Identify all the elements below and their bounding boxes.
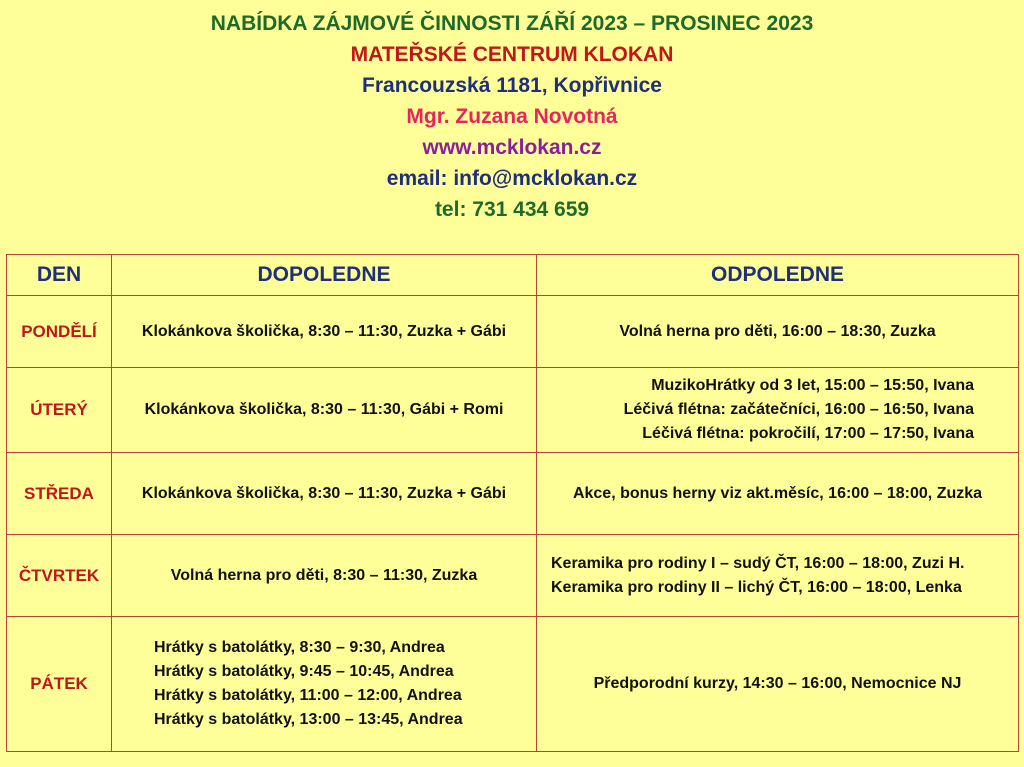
morning-activities — [112, 368, 537, 453]
morning-activities — [112, 535, 537, 617]
table-row — [7, 453, 1019, 535]
table-row — [7, 535, 1019, 617]
email: email: info@mcklokan.cz — [386, 167, 638, 190]
day-label: STŘEDA — [7, 453, 112, 535]
afternoon-activities — [537, 296, 1019, 368]
activity-line: Léčivá flétna: pokročilí, 17:00 – 17:50, Ivana — [642, 425, 974, 442]
activity-line: Klokánkova školička, 8:30 – 11:30, Zuzka + Gábi — [141, 484, 507, 502]
activity-line: Hrátky s batolátky, 8:30 – 9:30, Andrea — [154, 639, 445, 656]
header-morning: DOPOLEDNE — [112, 255, 537, 296]
schedule-table — [6, 254, 1019, 752]
header-day: DEN — [7, 255, 112, 296]
activity-line: Klokánkova školička, 8:30 – 11:30, Zuzka + Gábi — [141, 322, 507, 340]
activity-line: MuzikoHrátky od 3 let, 15:00 – 15:50, Ivana — [651, 377, 974, 394]
activity-line: Volná herna pro děti, 8:30 – 11:30, Zuzka — [170, 566, 478, 584]
day-label: ČTVRTEK — [7, 535, 112, 617]
activity-line: Volná herna pro děti, 16:00 – 18:30, Zuzka — [619, 322, 936, 340]
morning-activities — [112, 453, 537, 535]
activity-line: Léčivá flétna: začátečníci, 16:00 – 16:50, Ivana — [623, 401, 974, 418]
table-row — [7, 617, 1019, 752]
header-afternoon: ODPOLEDNE — [537, 255, 1019, 296]
day-label: PÁTEK — [7, 617, 112, 752]
center-name: MATEŘSKÉ CENTRUM KLOKAN — [350, 43, 674, 66]
afternoon-activities — [537, 617, 1019, 752]
table-row — [7, 368, 1019, 453]
day-label: ÚTERÝ — [7, 368, 112, 453]
activity-line: Hrátky s batolátky, 13:00 – 13:45, Andrea — [154, 711, 463, 728]
telephone: tel: 731 434 659 — [434, 198, 590, 221]
activity-line: Keramika pro rodiny I – sudý ČT, 16:00 – 18:00, Zuzi H. — [551, 554, 965, 572]
activity-line: Klokánkova školička, 8:30 – 11:30, Gábi + Romi — [144, 401, 504, 418]
activity-line: Předporodní kurzy, 14:30 – 16:00, Nemocnice NJ — [593, 675, 962, 692]
address: Francouzská 1181, Kopřivnice — [362, 74, 662, 97]
activity-line: Hrátky s batolátky, 9:45 – 10:45, Andrea — [154, 663, 454, 680]
website: www.mcklokan.cz — [422, 136, 602, 159]
day-label: PONDĚLÍ — [7, 296, 112, 368]
page-title: NABÍDKA ZÁJMOVÉ ČINNOSTI ZÁŘÍ 2023 – PROSINEC 2023 — [210, 12, 814, 35]
contact-person: Mgr. Zuzana Novotná — [406, 105, 618, 128]
table-header-row — [7, 255, 1019, 296]
afternoon-activities — [537, 535, 1019, 617]
activity-line: Keramika pro rodiny II – lichý ČT, 16:00 – 18:00, Lenka — [551, 578, 962, 596]
afternoon-activities — [537, 453, 1019, 535]
activity-line: Akce, bonus herny viz akt.měsíc, 16:00 – 18:00, Zuzka — [572, 484, 983, 502]
morning-activities — [112, 296, 537, 368]
afternoon-activities — [537, 368, 1019, 453]
header — [0, 8, 1024, 225]
morning-activities — [112, 617, 537, 752]
activity-line: Hrátky s batolátky, 11:00 – 12:00, Andrea — [154, 687, 462, 704]
table-row — [7, 296, 1019, 368]
